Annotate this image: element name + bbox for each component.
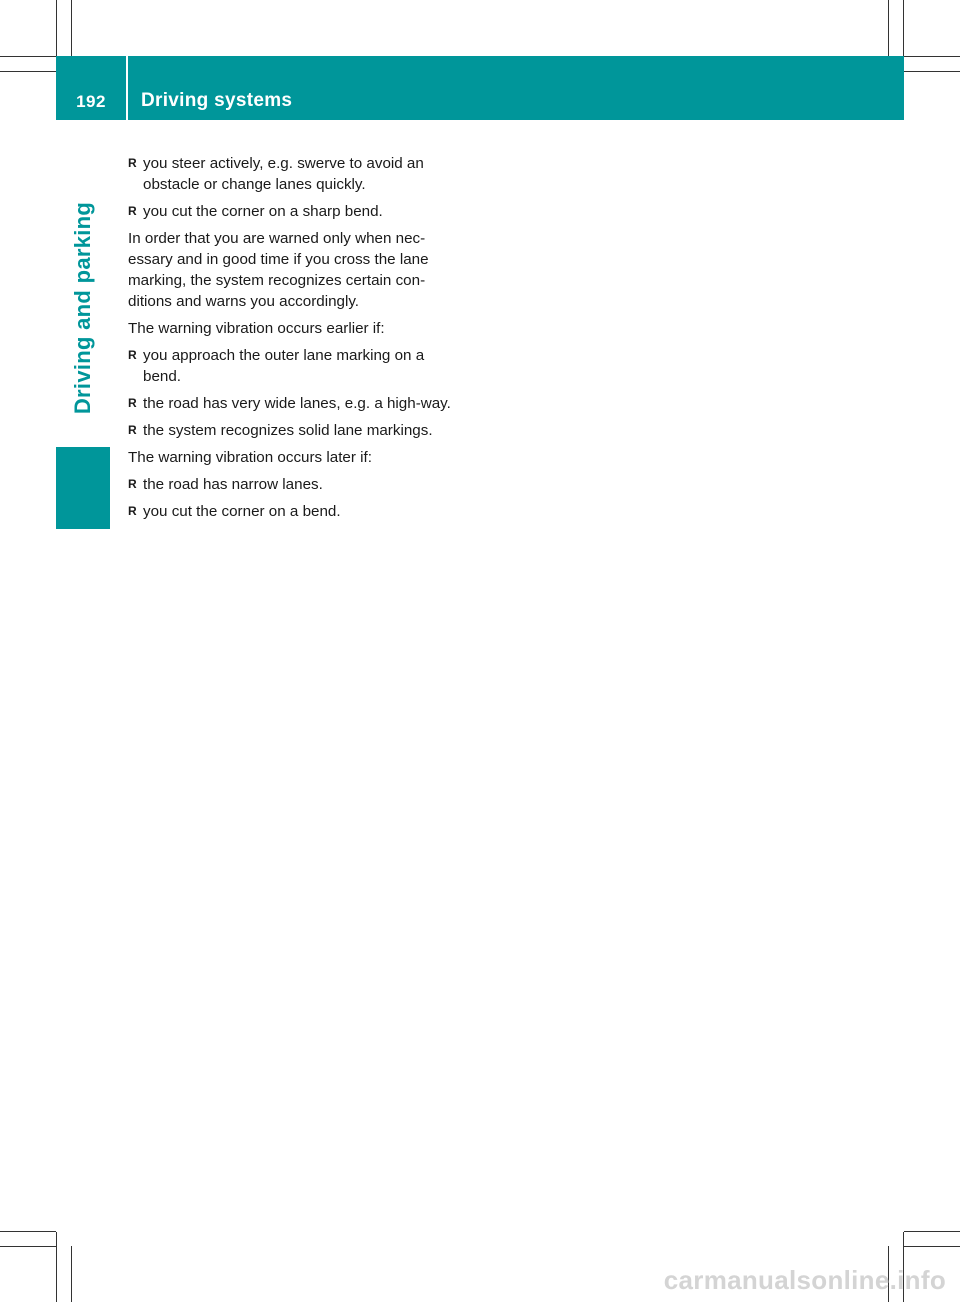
list-item: [128, 201, 464, 222]
list-item: [128, 345, 464, 387]
list-item-text: you steer actively, e.g. swerve to avoid an obstacle or change lanes quickly.: [143, 155, 424, 193]
header-divider: [126, 56, 128, 120]
list-item-text: the system recognizes solid lane markings.: [143, 422, 433, 439]
list-item-text: the road has very wide lanes, e.g. a high-way.: [143, 395, 451, 412]
crop-mark: [0, 1231, 56, 1232]
side-tab: [56, 128, 110, 488]
list-item-text: the road has narrow lanes.: [143, 476, 323, 493]
crop-mark: [904, 56, 960, 57]
side-tab-label: Driving and parking: [70, 201, 96, 415]
list-item-text: you cut the corner on a bend.: [143, 503, 341, 520]
bullet-icon: R: [128, 504, 137, 518]
main-content: [128, 153, 464, 528]
section-title: Driving systems: [141, 90, 293, 111]
crop-mark: [904, 1246, 960, 1247]
crop-mark: [0, 71, 56, 72]
crop-mark: [0, 1246, 56, 1247]
bullet-list: [128, 153, 464, 222]
crop-mark: [0, 56, 56, 57]
paragraph: In order that you are warned only when nec-essary and in good time if you cross the lane marking, the system recognizes certain con-ditions and warns you accordingly.: [128, 230, 429, 310]
crop-mark: [904, 71, 960, 72]
paragraph: The warning vibration occurs earlier if:: [128, 320, 385, 337]
crop-mark: [888, 0, 889, 56]
list-item: [128, 393, 464, 414]
bullet-list: [128, 345, 464, 441]
bullet-list: [128, 474, 464, 522]
crop-mark: [56, 1232, 57, 1302]
list-item: [128, 501, 464, 522]
watermark: carmanualsonline.info: [663, 1265, 946, 1295]
bullet-icon: R: [128, 477, 137, 491]
bullet-icon: R: [128, 423, 137, 437]
list-item-text: you approach the outer lane marking on a bend.: [143, 347, 425, 385]
crop-mark: [71, 0, 72, 56]
paragraph: The warning vibration occurs later if:: [128, 449, 372, 466]
list-item: [128, 474, 464, 495]
bullet-icon: R: [128, 348, 137, 362]
list-item-text: you cut the corner on a sharp bend.: [143, 203, 383, 220]
crop-mark: [71, 1246, 72, 1302]
bullet-icon: R: [128, 204, 137, 218]
bullet-icon: R: [128, 156, 137, 170]
crop-mark: [904, 1231, 960, 1232]
list-item: [128, 153, 464, 195]
bullet-icon: R: [128, 396, 137, 410]
side-tab-block: [56, 447, 110, 529]
list-item: [128, 420, 464, 441]
page-number: 192: [76, 92, 106, 111]
